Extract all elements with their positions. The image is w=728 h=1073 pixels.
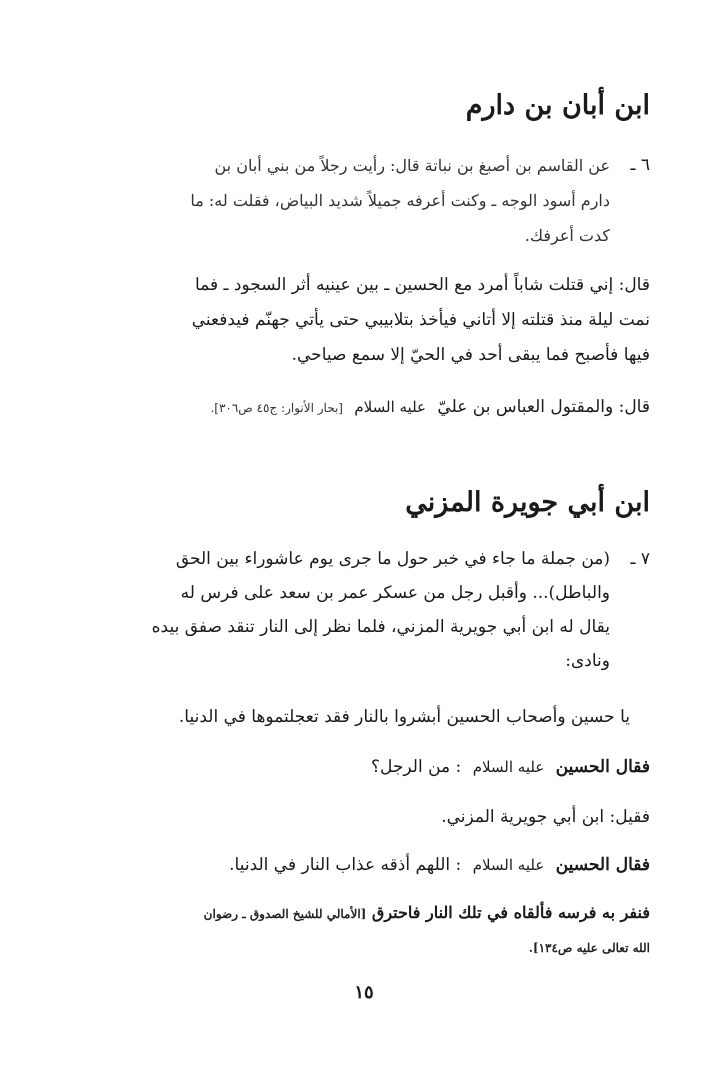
section-heading: ابن أبان بن دارم — [465, 90, 650, 121]
text-line: يا حسين وأصحاب الحسين أبشروا بالنار فقد تعجلتموها في الدنيا. — [178, 707, 630, 727]
paragraph — [90, 750, 650, 784]
text-line: نمت ليلة منذ قتلته إلا أتاني فيأخذ بتلابيبي حتى يأتي جهنّم فيدفعني — [191, 310, 650, 330]
text-line: ونادى: — [565, 651, 610, 671]
text-line: (من جملة ما جاء في خبر حول ما جرى يوم عاشوراء بين الحق — [175, 549, 610, 569]
speaker: فقال الحسين — [555, 757, 650, 777]
entry-number: ٧ ـ — [630, 549, 650, 569]
paragraph — [70, 148, 610, 253]
honorific-glyph: عليه السلام — [472, 758, 545, 776]
paragraph — [90, 700, 630, 734]
paragraph — [90, 896, 650, 965]
paragraph — [80, 542, 610, 678]
paragraph — [110, 268, 650, 373]
text-line: فقيل: ابن أبي جويرية المزني. — [441, 807, 650, 827]
section-heading: ابن أبي جويرة المزني — [405, 487, 650, 518]
text-line: فنفر به فرسه فألقاه في تلك النار فاحترق — [371, 903, 650, 922]
text-line: : من الرجل؟ — [371, 757, 462, 777]
text-line: : اللهم أذقه عذاب النار في الدنيا. — [229, 855, 462, 875]
text-line: كدت أعرفك. — [524, 226, 610, 245]
text-line: والباطل)... وأقبل رجل من عسكر عمر بن سعد على فرس له — [180, 583, 610, 603]
speaker: فقال الحسين — [555, 855, 650, 875]
text-line: قال: إني قتلت شاباً أمرد مع الحسين ـ بين عينيه أثر السجود ـ فما — [195, 275, 650, 295]
paragraph — [90, 848, 650, 882]
source-citation: [بحار الأنوار: ج٤٥ ص٣٠٦]. — [210, 401, 343, 415]
text-line-wrap — [90, 896, 650, 931]
entry-number: ٦ ـ — [630, 155, 650, 175]
paragraph — [90, 390, 650, 425]
source-citation: [الأمالي للشيخ الصدوق ـ رضوان — [203, 907, 367, 921]
text-line: فيها فأصبح فما يبقى أحد في الحيّ إلا سمع صياحي. — [291, 345, 650, 365]
text-line: قال: والمقتول العباس بن عليّ — [437, 397, 650, 417]
text-line: يقال له ابن أبي جويرية المزني، فلما نظر إلى النار تنقد صفق بيده — [151, 617, 610, 637]
source-citation: الله تعالى عليه ص١٣٤]. — [528, 941, 650, 955]
honorific-glyph: عليه السلام — [472, 856, 545, 874]
paragraph — [90, 800, 650, 834]
honorific-glyph: عليه السلام — [354, 398, 426, 416]
text-line: دارم أسود الوجه ـ وكنت أعرفه جميلاً شديد البياض، فقلت له: ما — [190, 191, 610, 210]
text-line: عن القاسم بن أصبغ بن نباتة قال: رأيت رجلاً من بني أبان بن — [214, 156, 610, 175]
page-number: ١٥ — [354, 982, 374, 1003]
